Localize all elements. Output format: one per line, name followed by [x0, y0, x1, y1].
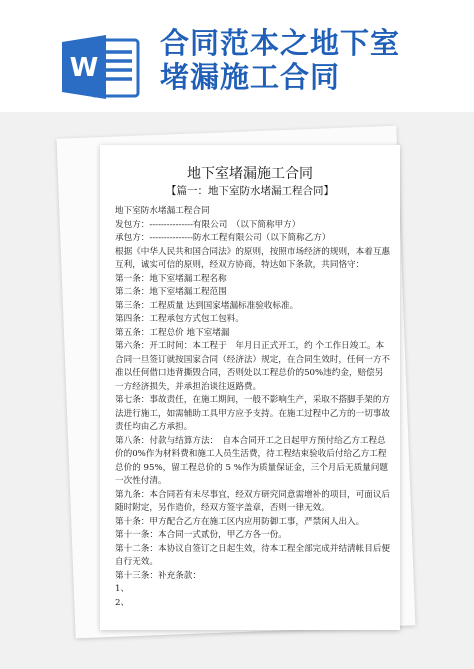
doc-line: 第三条：工程质量 达到国家堵漏标准验收标准。 [115, 300, 299, 311]
doc-line: 第五条：工程总价 地下室堵漏 [115, 327, 230, 338]
document-title: 地下室堵漏施工合同 [187, 166, 313, 182]
doc-line: 第二条：地下室堵漏工程范围 [115, 287, 227, 297]
document-subtitle: 【篇一：地下室防水堵漏工程合同】 [166, 185, 334, 197]
logo-letter: W [69, 53, 99, 83]
doc-line: 1、 [115, 584, 130, 594]
document-page [100, 145, 400, 630]
banner-title-line-1: 合同范本之地下室 [160, 26, 401, 60]
doc-paragraph: 第八条：付款与结算方法： 自本合同开工之日起甲方预付给乙方工程总价的0%作为材料费和施工人员生活费，待工程结束验收后付给乙方工程总价的 95%，留工程总价的 5 %作为质量保证金，三个月后无质量问题一次性付清。 [115, 435, 388, 486]
document-body [115, 205, 390, 610]
doc-line: 第四条：工程承包方式包工包料。 [115, 314, 244, 324]
banner-title [160, 26, 470, 94]
banner-title-line-2: 堵漏施工合同 [160, 60, 341, 94]
doc-paragraph: 根据《中华人民共和国合同法》的原则，按照市场经济的规则，本着互惠互利，诚实可信的原则，经双方协商，特达如下条款，共同恪守： [115, 246, 391, 270]
doc-line: 第一条：地下室堵漏工程名称 [115, 273, 227, 284]
doc-line: 2、 [115, 597, 130, 608]
doc-paragraph: 第七条：事故责任，在施工期间，一般不影响生产，采取不搭脚手架的方法进行施工，如需辅助工具甲方应予支持。在施工过程中乙方的一切事故责任均由乙方承担。 [115, 395, 391, 432]
doc-line: 第十一条：本合同一式贰份，甲乙方各一份。 [115, 530, 287, 540]
doc-paragraph: 第十二条：本协议自签订之日起生效，待本工程全部完成并结清帐目后便自行无效。 [115, 543, 391, 567]
doc-line: 第十三条：补充条款： [115, 570, 201, 581]
doc-line: 发包方：---------------有限公司 （以下简称甲方） [115, 219, 301, 230]
word-document-icon [62, 34, 140, 100]
doc-paragraph: 第九条：本合同若有未尽事宜，经双方研究同意需增补的项目，可面议后随时附定，另作造价，经双方签字盖章，否则一律无效。 [115, 489, 391, 513]
banner [0, 0, 474, 118]
doc-paragraph: 第十条：甲方配合乙方在施工区内应用防御工事，严禁闲人出入。 [115, 516, 365, 527]
doc-line: 地下室防水堵漏工程合同 [115, 206, 210, 216]
doc-paragraph: 第六条：开工时间：本工程于 年月日正式开工，约 个工作日竣工。本合同一旦签订就按国家合同（经济法）规定，在合同生效时，任何一方不准以任何借口违背撕毁合同，否则处以工程总价的50%违约金，赔偿另一方经济损失，并承担治谈往返路费。 [115, 341, 391, 392]
doc-line: 承包方：---------------防水工程有限公司（以下简称乙方） [115, 233, 331, 243]
